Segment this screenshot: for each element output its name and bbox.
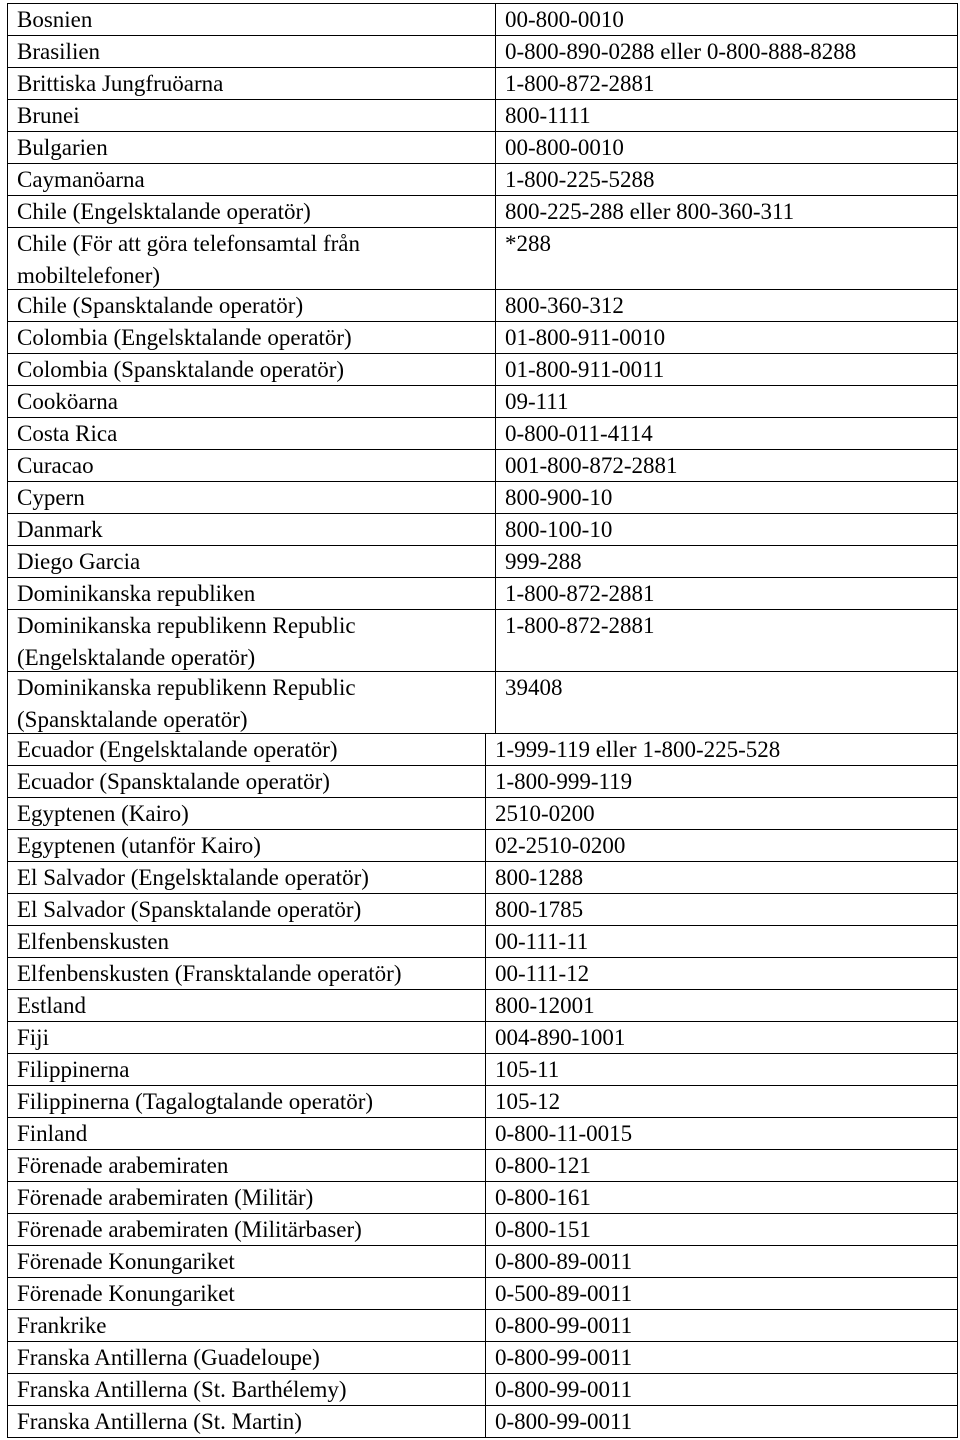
phone-number-table (7, 3, 958, 1438)
phone-number-cell: 0-800-890-0288 eller 0-800-888-8288 (495, 36, 957, 67)
country-cell: Caymanöarna (17, 167, 145, 192)
table-row (8, 4, 958, 36)
phone-number-cell: 800-1288 (485, 862, 957, 893)
country-cell: Franska Antillerna (St. Martin) (17, 1409, 302, 1434)
table-row (8, 100, 958, 132)
phone-number-cell: 800-12001 (485, 990, 957, 1021)
country-cell: Brunei (17, 103, 80, 128)
country-cell: Filippinerna (Tagalogtalande operatör) (17, 1089, 374, 1114)
table-row (8, 1022, 958, 1054)
country-cell: Förenade Konungariket (17, 1249, 235, 1274)
country-cell: Costa Rica (17, 421, 118, 446)
table-row (8, 322, 958, 354)
phone-number-cell: 01-800-911-0011 (495, 354, 957, 385)
phone-number-cell: 0-800-99-0011 (485, 1374, 957, 1405)
table-row (8, 68, 958, 100)
phone-number-cell: 02-2510-0200 (485, 830, 957, 861)
phone-number-cell: 0-500-89-0011 (485, 1278, 957, 1309)
table-row (8, 1342, 958, 1374)
table-row (8, 1118, 958, 1150)
country-cell: Bosnien (17, 7, 93, 32)
table-row (8, 672, 958, 734)
phone-number-cell: 00-800-0010 (495, 4, 957, 35)
table-row (8, 36, 958, 68)
phone-number-cell: 0-800-011-4114 (495, 418, 957, 449)
country-cell: Elfenbenskusten (Fransktalande operatör) (17, 961, 402, 986)
phone-number-cell: 999-288 (495, 546, 957, 577)
phone-number-cell: 0-800-89-0011 (485, 1246, 957, 1277)
phone-number-cell: 00-111-11 (485, 926, 957, 957)
table-row (8, 958, 958, 990)
country-cell: Colombia (Spansktalande operatör) (17, 357, 345, 382)
phone-number-cell: 1-800-872-2881 (495, 578, 957, 609)
phone-number-cell: 0-800-11-0015 (485, 1118, 957, 1149)
table-row (8, 132, 958, 164)
country-cell: Dominikanska republiken (17, 581, 256, 606)
country-cell: Dominikanska republikenn Republic (Engelsktalande operatör) (17, 613, 362, 670)
country-cell: Franska Antillerna (Guadeloupe) (17, 1345, 320, 1370)
phone-number-cell: 800-1111 (495, 100, 957, 131)
country-cell: Franska Antillerna (St. Barthélemy) (17, 1377, 347, 1402)
country-cell: Colombia (Engelsktalande operatör) (17, 325, 352, 350)
country-cell: El Salvador (Spansktalande operatör) (17, 897, 362, 922)
phone-number-cell: 01-800-911-0010 (495, 322, 957, 353)
country-cell: Brasilien (17, 39, 101, 64)
country-cell: Ecuador (Engelsktalande operatör) (17, 737, 338, 762)
table-row (8, 1214, 958, 1246)
table-row (8, 610, 958, 672)
phone-number-cell: 105-12 (485, 1086, 957, 1117)
phone-number-cell: *288 (495, 228, 957, 289)
country-cell: Chile (För att göra telefonsamtal från mobiltelefoner) (17, 231, 366, 288)
table-row (8, 926, 958, 958)
table-row (8, 418, 958, 450)
phone-number-cell: 0-800-161 (485, 1182, 957, 1213)
country-cell: Chile (Spansktalande operatör) (17, 293, 304, 318)
country-cell: Förenade arabemiraten (Militärbaser) (17, 1217, 362, 1242)
country-cell: Brittiska Jungfruöarna (17, 71, 224, 96)
table-row (8, 1150, 958, 1182)
country-cell: Förenade Konungariket (17, 1281, 235, 1306)
phone-number-cell: 800-100-10 (495, 514, 957, 545)
phone-number-cell: 105-11 (485, 1054, 957, 1085)
phone-number-cell: 004-890-1001 (485, 1022, 957, 1053)
table-row (8, 546, 958, 578)
phone-number-cell: 1-800-872-2881 (495, 610, 957, 671)
phone-number-cell: 0-800-99-0011 (485, 1342, 957, 1373)
country-cell: Estland (17, 993, 86, 1018)
phone-number-cell: 1-800-872-2881 (495, 68, 957, 99)
table-row (8, 354, 958, 386)
phone-number-cell: 001-800-872-2881 (495, 450, 957, 481)
country-cell: Frankrike (17, 1313, 107, 1338)
phone-number-cell: 39408 (495, 672, 957, 733)
country-cell: El Salvador (Engelsktalande operatör) (17, 865, 369, 890)
phone-number-cell: 800-225-288 eller 800-360-311 (495, 196, 957, 227)
table-row (8, 450, 958, 482)
country-cell: Förenade arabemiraten (17, 1153, 229, 1178)
phone-number-cell: 800-360-312 (495, 290, 957, 321)
table-row (8, 1374, 958, 1406)
phone-number-cell: 09-111 (495, 386, 957, 417)
country-cell: Cooköarna (17, 389, 118, 414)
phone-number-cell: 800-900-10 (495, 482, 957, 513)
table-row (8, 830, 958, 862)
country-cell: Förenade arabemiraten (Militär) (17, 1185, 314, 1210)
country-cell: Diego Garcia (17, 549, 141, 574)
table-row (8, 482, 958, 514)
table-row (8, 578, 958, 610)
phone-number-cell: 00-111-12 (485, 958, 957, 989)
table-row (8, 766, 958, 798)
country-cell: Fiji (17, 1025, 49, 1050)
phone-number-cell: 0-800-151 (485, 1214, 957, 1245)
table-row (8, 1310, 958, 1342)
table-row (8, 1406, 958, 1438)
country-cell: Chile (Engelsktalande operatör) (17, 199, 311, 224)
phone-number-cell: 800-1785 (485, 894, 957, 925)
phone-number-cell: 1-999-119 eller 1-800-225-528 (485, 734, 957, 765)
table-row (8, 228, 958, 290)
phone-number-cell: 0-800-121 (485, 1150, 957, 1181)
table-row (8, 798, 958, 830)
phone-number-cell: 1-800-225-5288 (495, 164, 957, 195)
country-cell: Dominikanska republikenn Republic (Spansktalande operatör) (17, 675, 362, 732)
country-cell: Elfenbenskusten (17, 929, 170, 954)
country-cell: Filippinerna (17, 1057, 130, 1082)
table-row (8, 1182, 958, 1214)
table-row (8, 990, 958, 1022)
table-row (8, 1054, 958, 1086)
table-row (8, 1278, 958, 1310)
phone-number-cell: 1-800-999-119 (485, 766, 957, 797)
table-row (8, 1086, 958, 1118)
phone-number-cell: 00-800-0010 (495, 132, 957, 163)
table-row (8, 386, 958, 418)
country-cell: Danmark (17, 517, 103, 542)
table-row (8, 514, 958, 546)
table-row (8, 734, 958, 766)
table-row (8, 290, 958, 322)
phone-number-cell: 0-800-99-0011 (485, 1406, 957, 1437)
table-row (8, 164, 958, 196)
table-row (8, 196, 958, 228)
table-row (8, 894, 958, 926)
country-cell: Ecuador (Spansktalande operatör) (17, 769, 330, 794)
table-row (8, 862, 958, 894)
country-cell: Egyptenen (Kairo) (17, 801, 189, 826)
country-cell: Egyptenen (utanför Kairo) (17, 833, 261, 858)
table-row (8, 1246, 958, 1278)
country-cell: Finland (17, 1121, 88, 1146)
phone-number-cell: 2510-0200 (485, 798, 957, 829)
country-cell: Curacao (17, 453, 94, 478)
phone-number-cell: 0-800-99-0011 (485, 1310, 957, 1341)
country-cell: Bulgarien (17, 135, 108, 160)
country-cell: Cypern (17, 485, 85, 510)
